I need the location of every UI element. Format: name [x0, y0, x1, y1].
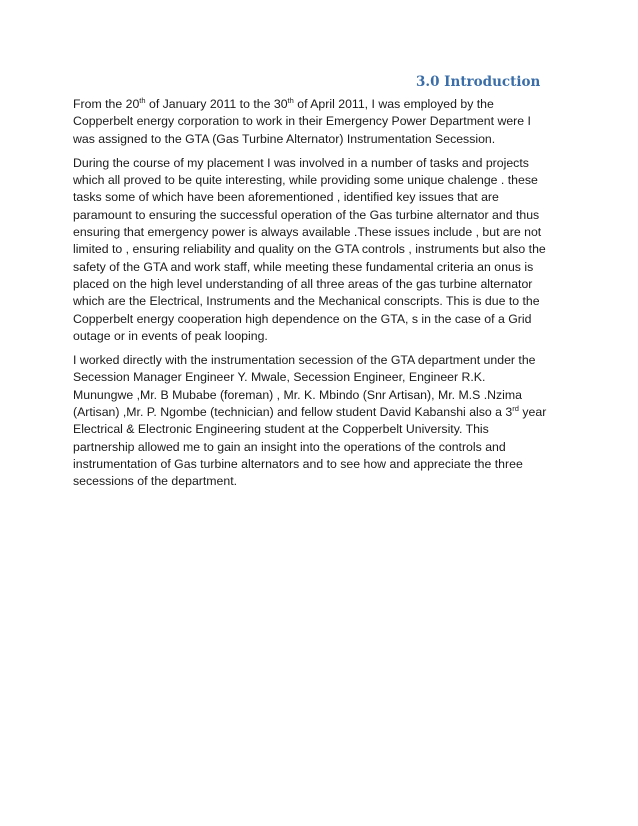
text-line — [73, 421, 573, 438]
paragraph — [73, 155, 573, 345]
text-segment: During the course of my placement I was involved in a number of tasks and projects — [73, 155, 529, 170]
text-line — [73, 224, 573, 241]
text-segment: (Artisan) ,Mr. P. Ngombe (technician) and fellow student David Kabanshi also a 3 — [73, 405, 513, 420]
text-segment: limited to , ensuring reliability and quality on the GTA controls , instruments but also the — [73, 242, 546, 257]
text-line — [73, 259, 573, 276]
text-segment: tasks some of which have been aforementioned , identified key issues that are — [73, 190, 499, 205]
superscript: th — [287, 95, 294, 105]
text-line — [73, 241, 573, 258]
text-line — [73, 189, 573, 206]
text-segment: instrumentation of Gas turbine alternators and to see how and appreciate the three — [73, 456, 523, 471]
text-line — [73, 131, 573, 148]
text-segment: I worked directly with the instrumentation secession of the GTA department under the — [73, 353, 536, 368]
text-segment: outage or in events of peak looping. — [73, 328, 268, 343]
text-line — [73, 311, 573, 328]
text-line — [73, 439, 573, 456]
text-segment: partnership allowed me to gain an insight into the operations of the controls and — [73, 439, 506, 454]
paragraph — [73, 352, 573, 490]
text-segment: of January 2011 to the 30 — [145, 97, 288, 111]
text-line — [73, 155, 573, 172]
text-line — [73, 293, 573, 310]
text-line — [73, 352, 573, 369]
text-segment: Secession Manager Engineer Y. Mwale, Secession Engineer, Engineer R.K. — [73, 370, 486, 385]
text-line — [73, 172, 573, 189]
text-segment: Munungwe ,Mr. B Mubabe (foreman) , Mr. K. Mbindo (Snr Artisan), Mr. M.S .Nzima — [73, 387, 522, 402]
text-segment: paramount to ensuring the successful operation of the Gas turbine alternator and thus — [73, 207, 540, 222]
text-line — [73, 207, 573, 224]
text-segment: which are the Electrical, Instruments and the Mechanical conscripts. This is due to the — [73, 294, 540, 309]
text-line — [73, 473, 573, 490]
text-line — [73, 96, 573, 113]
text-segment: placed on the high level understanding of all three areas of the gas turbine alternator — [73, 276, 533, 291]
text-segment: Electrical & Electronic Engineering student at the Copperbelt University. This — [73, 422, 489, 437]
text-line — [73, 456, 573, 473]
text-line — [73, 387, 573, 404]
text-segment: Copperbelt energy corporation to work in their Emergency Power Department were I — [73, 114, 531, 129]
text-segment: secessions of the department. — [73, 474, 238, 489]
superscript: rd — [512, 403, 519, 413]
superscript: th — [139, 95, 146, 105]
text-segment: safety of the GTA and work staff, while meeting these fundamental criteria an onus is — [73, 259, 534, 274]
text-segment: which all proved to be quite interesting, while providing some unique chalenge . these — [73, 173, 538, 188]
text-line — [73, 276, 573, 293]
text-segment: Copperbelt energy cooperation high dependence on the GTA, s in the case of a Grid — [73, 311, 532, 326]
text-segment: ensuring that emergency power is always available .These issues include , but are not — [73, 225, 542, 240]
text-segment: of April 2011, I was employed by the — [293, 97, 494, 111]
paragraph — [73, 96, 573, 148]
text-segment: year — [518, 405, 547, 420]
text-line — [73, 404, 573, 421]
section-heading: 3.0 Introduction — [416, 74, 541, 90]
text-segment: was assigned to the GTA (Gas Turbine Alternator) Instrumentation Secession. — [73, 131, 496, 146]
text-segment: From the 20 — [73, 97, 140, 111]
text-line — [73, 113, 573, 130]
text-line — [73, 369, 573, 386]
text-line — [73, 328, 573, 345]
body-text — [73, 96, 573, 498]
